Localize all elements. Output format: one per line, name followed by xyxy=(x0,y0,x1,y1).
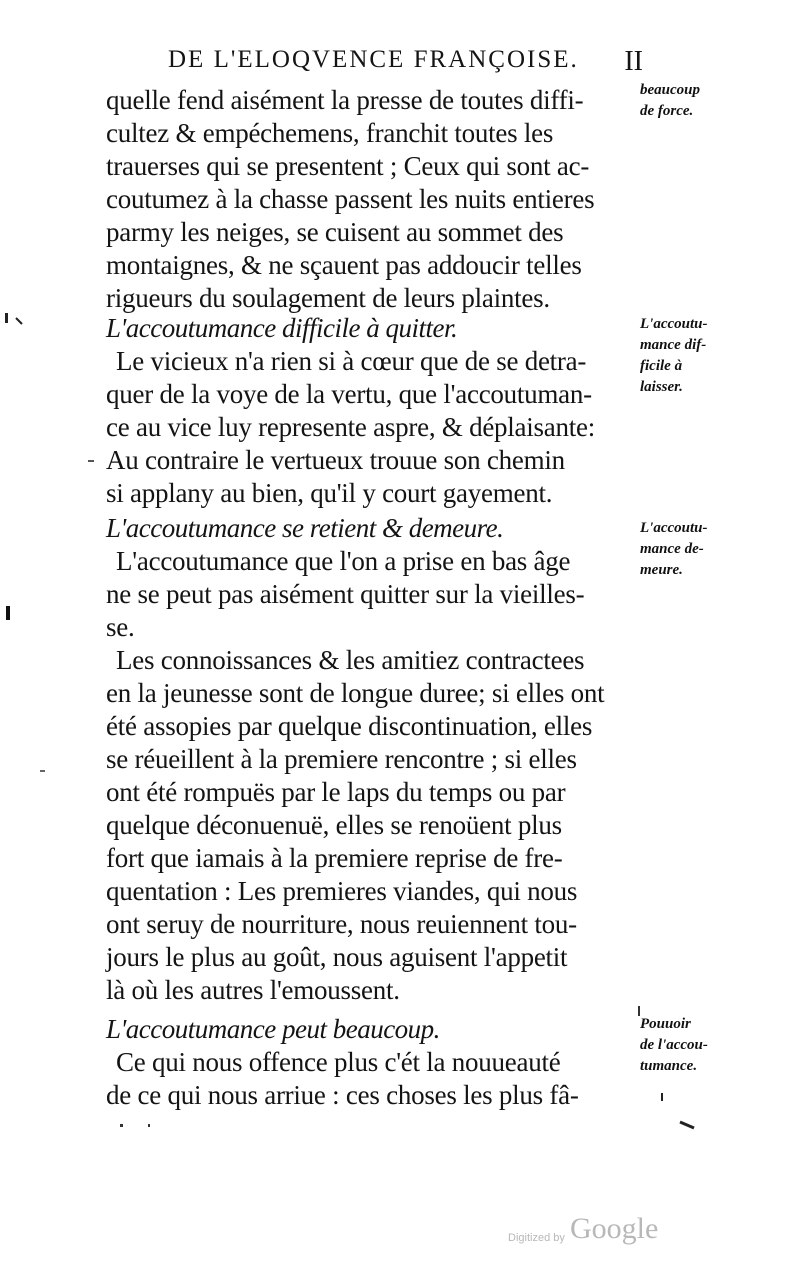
margin-note-line: tumance. xyxy=(640,1058,698,1074)
text-line: quentation : Les premieres viandes, qui nous xyxy=(106,876,578,906)
page-number: II xyxy=(624,46,643,77)
ink-speck xyxy=(6,606,10,620)
ink-speck xyxy=(16,318,22,324)
ink-speck xyxy=(120,1124,123,1127)
google-logo: Google xyxy=(570,1212,659,1245)
text-line: quelque déconuenuë, elles se renoüent plus xyxy=(106,810,562,840)
text-line: là où les autres l'emoussent. xyxy=(106,975,400,1005)
margin-note-line: ficile à xyxy=(640,358,683,374)
margin-note-line: mance de- xyxy=(640,541,704,557)
text-line: si applany au bien, qu'il y court gayement. xyxy=(106,478,553,508)
section-heading: L'accoutumance se retient & demeure. xyxy=(106,513,504,543)
text-line: se réueillent à la premiere rencontre ; si elles xyxy=(106,744,577,774)
ink-speck xyxy=(148,1124,150,1127)
watermark-prefix: Digitized by xyxy=(508,1232,565,1244)
margin-note-line: de force. xyxy=(640,103,694,119)
text-line: ont été rompuës par le laps du temps ou par xyxy=(106,777,566,807)
text-line: montaignes, & ne sçauent pas addoucir telles xyxy=(106,250,582,280)
text-line: de ce qui nous arriue : ces choses les plus fâ- xyxy=(106,1080,579,1110)
margin-note-line: laisser. xyxy=(640,379,683,395)
margin-note-line: mance dif- xyxy=(640,337,707,353)
text-line: ne se peut pas aisément quitter sur la vieilles- xyxy=(106,579,585,609)
text-line: cultez & empéchemens, franchit toutes les xyxy=(106,118,554,148)
ink-speck xyxy=(5,313,8,323)
digitization-watermark xyxy=(508,1212,708,1252)
text-line: Ce qui nous offence plus c'ét la nouueauté xyxy=(116,1047,561,1077)
ink-speck xyxy=(88,460,94,462)
ink-speck xyxy=(680,1122,694,1128)
section-heading: L'accoutumance difficile à quitter. xyxy=(106,313,458,343)
text-line: jours le plus au goût, nous aguisent l'appetit xyxy=(106,942,568,972)
margin-note-line: de l'accou- xyxy=(640,1037,708,1053)
section-heading: L'accoutumance peut beaucoup. xyxy=(106,1014,440,1044)
margin-note-line: L'accoutu- xyxy=(640,520,708,536)
text-line: été assopies par quelque discontinuation, elles xyxy=(106,711,593,741)
text-line: Au contraire le vertueux trouue son chemin xyxy=(106,445,565,475)
ink-speck xyxy=(638,1006,640,1016)
ink-speck xyxy=(40,770,45,772)
text-line: rigueurs du soulagement de leurs plaintes. xyxy=(106,283,550,313)
text-line: L'accoutumance que l'on a prise en bas âge xyxy=(116,546,571,576)
text-line: Les connoissances & les amitiez contractees xyxy=(116,645,585,675)
margin-note-line: beaucoup xyxy=(640,82,700,98)
text-line: coutumez à la chasse passent les nuits entieres xyxy=(106,184,595,214)
text-line: ce au vice luy represente aspre, & déplaisante: xyxy=(106,412,596,442)
ink-speck xyxy=(661,1093,663,1101)
text-line: trauerses qui se presentent ; Ceux qui sont ac- xyxy=(106,151,590,181)
text-line: quelle fend aisément la presse de toutes diffi- xyxy=(106,85,584,115)
margin-note-line: meure. xyxy=(640,562,683,578)
text-line: fort que iamais à la premiere reprise de fre- xyxy=(106,843,563,873)
text-line: parmy les neiges, se cuisent au sommet des xyxy=(106,217,564,247)
margin-note-line: L'accoutu- xyxy=(640,316,708,332)
margin-note-line: Pouuoir xyxy=(640,1016,691,1032)
running-title: DE L'ELOQVENCE FRANÇOISE. xyxy=(168,46,579,73)
text-line: se. xyxy=(106,612,135,642)
text-line: en la jeunesse sont de longue duree; si elles ont xyxy=(106,678,605,708)
text-line: Le vicieux n'a rien si à cœur que de se detra- xyxy=(116,346,587,376)
text-line: ont seruy de nourriture, nous reuiennent tou- xyxy=(106,909,577,939)
text-line: quer de la voye de la vertu, que l'accoutuman- xyxy=(106,379,592,409)
